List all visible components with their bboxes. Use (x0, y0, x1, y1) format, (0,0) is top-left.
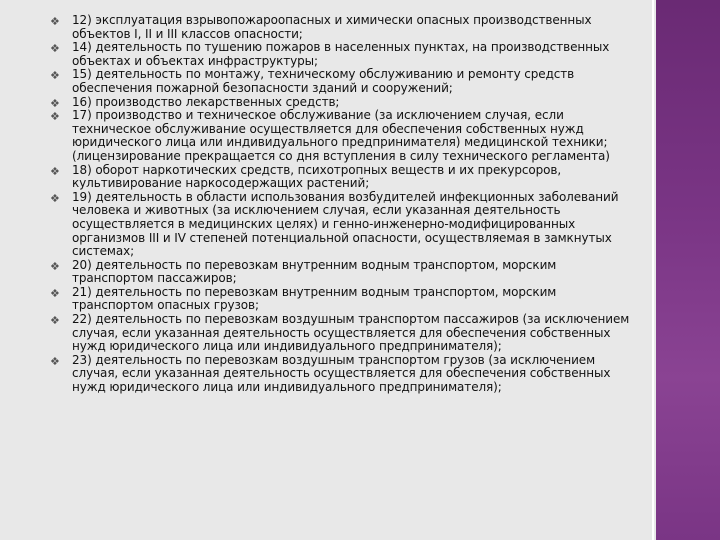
list-item (50, 354, 650, 395)
list-item-text: 17) производство и техническое обслуживание (за исключением случая, если техническое обслуживание осуществляется для обеспечения собственных нужд юридического лица или индивидуального предпринимателя) медицинской техники; (лицензирование прекращается со дня вступления в силу технического регламента) (72, 108, 610, 163)
ornament-bullet-icon: ❖ (50, 164, 60, 178)
list-item-text: 14) деятельность по тушению пожаров в населенных пунктах, на производственных объектах и объектах инфраструктуры; (72, 40, 610, 68)
list-item-text: 19) деятельность в области использования возбудителей инфекционных заболеваний человека и животных (за исключением случая, если указанная деятельность осуществляется в медицинских целях) и генно-инженерно-модифицированных организмов III и IV степеней потенциальной опасности, осуществляемая в замкнутых системах; (72, 189, 619, 259)
ornament-bullet-icon: ❖ (50, 354, 60, 368)
list-item-text: 20) деятельность по перевозкам внутренним водным транспортом, морским транспортом пассажиров; (72, 257, 557, 286)
list-item (50, 286, 650, 313)
ornament-bullet-icon: ❖ (50, 286, 60, 300)
list-item (50, 96, 650, 110)
accent-divider (652, 0, 654, 540)
ornament-bullet-icon: ❖ (50, 42, 60, 56)
list-item-text: 23) деятельность по перевозкам воздушным транспортом грузов (за исключением случая, если указанная деятельность осуществляется для обеспечения собственных нужд юридического лица или индивидуального предпринимателя); (72, 352, 611, 395)
ornament-bullet-icon: ❖ (50, 259, 60, 273)
list-item (50, 41, 650, 68)
list-item-text: 12) эксплуатация взрывопожароопасных и химически опасных производственных объектов I, II и III классов опасности; (72, 13, 592, 41)
list-item (50, 164, 650, 191)
list-item (50, 259, 650, 286)
list-item-text: 22) деятельность по перевозкам воздушным транспортом пассажиров (за исключением случая, если указанная деятельность осуществляется для обеспечения собственных нужд юридического лица или индивидуального предпринимателя); (72, 312, 630, 354)
ornament-bullet-icon: ❖ (50, 314, 60, 328)
list-item-text: 15) деятельность по монтажу, техническому обслуживанию и ремонту средств обеспечения пожарной безопасности зданий и сооружений; (72, 67, 575, 95)
ornament-bullet-icon: ❖ (50, 69, 60, 83)
bullet-list (50, 14, 650, 395)
accent-stripe (656, 0, 720, 540)
list-item (50, 68, 650, 95)
ornament-bullet-icon: ❖ (50, 191, 60, 205)
list-item-text: 18) оборот наркотических средств, психотропных веществ и их прекурсоров, культивирование наркосодержащих растений; (72, 162, 562, 191)
list-item (50, 109, 650, 163)
ornament-bullet-icon: ❖ (50, 15, 60, 28)
list-item (50, 313, 650, 354)
ornament-bullet-icon: ❖ (50, 96, 60, 110)
ornament-bullet-icon: ❖ (50, 110, 60, 124)
list-item (50, 14, 650, 41)
list-item-text: 16) производство лекарственных средств; (72, 94, 340, 109)
list-item-text: 21) деятельность по перевозкам внутренним водным транспортом, морским транспортом опасных грузов; (72, 284, 557, 313)
list-item (50, 191, 650, 259)
